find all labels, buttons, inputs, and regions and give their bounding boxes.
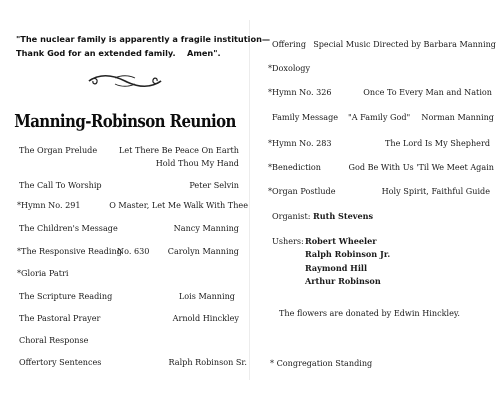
list-item bbox=[268, 138, 490, 148]
item-value: Arnold Hinckley bbox=[172, 313, 239, 323]
quote-line-1: "The nuclear family is apparently a fragile institution— bbox=[16, 34, 271, 44]
usher-name: Ralph Robinson Jr. bbox=[305, 249, 391, 259]
organist-name: Ruth Stevens bbox=[313, 211, 374, 221]
list-item bbox=[19, 335, 239, 345]
list-item bbox=[19, 291, 235, 301]
list-item bbox=[19, 223, 239, 233]
item-value: God Be With Us 'Til We Meet Again bbox=[348, 162, 494, 172]
ushers-block bbox=[272, 236, 472, 286]
usher-name: Raymond Hill bbox=[305, 263, 368, 273]
organist-line bbox=[272, 211, 472, 221]
right-page bbox=[250, 0, 500, 400]
item-value: Special Music Directed by Barbara Manning bbox=[313, 39, 496, 49]
item-value: Norman Manning bbox=[421, 112, 494, 122]
scroll-ornament bbox=[85, 72, 165, 90]
item-label: Offering bbox=[272, 39, 307, 49]
item-label: *Gloria Patri bbox=[17, 268, 69, 278]
list-item bbox=[19, 180, 239, 190]
item-label: The Organ Prelude bbox=[19, 145, 98, 155]
item-value: Holy Spirit, Faithful Guide bbox=[381, 186, 490, 196]
usher-name: Robert Wheeler bbox=[305, 236, 377, 246]
item-label: *Hymn No. 291 bbox=[17, 200, 81, 210]
item-label: The Pastoral Prayer bbox=[19, 313, 101, 323]
list-item bbox=[19, 158, 239, 168]
list-item bbox=[272, 39, 496, 49]
item-value: Nancy Manning bbox=[173, 223, 239, 233]
program-title: Manning-Robinson Reunion bbox=[14, 111, 236, 132]
item-label: The Children's Message bbox=[19, 223, 118, 233]
item-label: Choral Response bbox=[19, 335, 89, 345]
item-value: Carolyn Manning bbox=[167, 246, 239, 256]
item-label: *Hymn No. 326 bbox=[268, 87, 332, 97]
item-label: Offertory Sentences bbox=[19, 357, 102, 367]
list-item bbox=[19, 145, 239, 155]
item-number: No. 630 bbox=[117, 246, 150, 256]
item-value: Hold Thou My Hand bbox=[155, 158, 239, 168]
item-label: *Doxology bbox=[268, 63, 311, 73]
list-item bbox=[17, 200, 248, 210]
list-item bbox=[268, 87, 492, 97]
list-item bbox=[19, 313, 239, 323]
item-value: Let There Be Peace On Earth bbox=[118, 145, 239, 155]
item-label: The Call To Worship bbox=[19, 180, 102, 190]
flowers-note: The flowers are donated by Edwin Hinckley. bbox=[279, 308, 460, 318]
item-label: *Organ Postlude bbox=[268, 186, 336, 196]
item-value: O Master, Let Me Walk With Thee bbox=[109, 200, 248, 210]
quote-line-2: Thank God for an extended family. Amen". bbox=[16, 47, 221, 58]
item-label: *Benediction bbox=[268, 162, 322, 172]
list-item bbox=[268, 162, 494, 172]
list-item bbox=[268, 63, 492, 73]
list-item bbox=[17, 246, 239, 256]
list-item bbox=[19, 357, 247, 367]
list-item bbox=[17, 268, 237, 278]
usher-name: Arthur Robinson bbox=[305, 276, 381, 286]
ushers-label: Ushers: bbox=[272, 236, 304, 246]
item-value: Once To Every Man and Nation bbox=[363, 87, 492, 97]
item-label: *The Responsive Reading bbox=[17, 246, 122, 256]
item-value: The Lord Is My Shepherd bbox=[385, 138, 490, 148]
list-item bbox=[268, 186, 490, 196]
item-value: Peter Selvin bbox=[189, 180, 239, 190]
message-title: "A Family God" bbox=[348, 112, 411, 122]
item-value: Lois Manning bbox=[178, 291, 235, 301]
standing-footnote: * Congregation Standing bbox=[270, 358, 373, 368]
item-label: *Hymn No. 283 bbox=[268, 138, 332, 148]
item-value: Ralph Robinson Sr. bbox=[168, 357, 247, 367]
item-label: Family Message bbox=[272, 112, 339, 122]
opening-quote bbox=[16, 33, 271, 60]
item-label: The Scripture Reading bbox=[19, 291, 113, 301]
list-item bbox=[272, 112, 494, 122]
organist-label: Organist: bbox=[272, 211, 311, 221]
